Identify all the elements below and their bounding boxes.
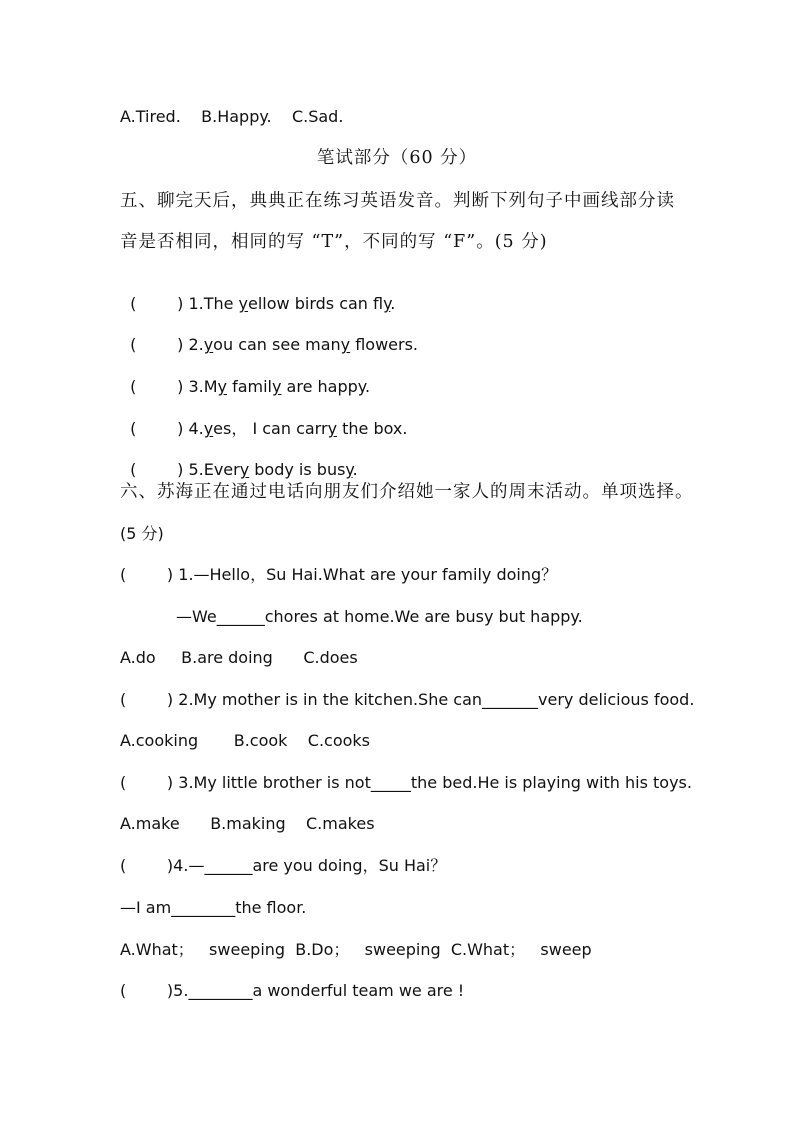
section6-q1-options: A.do B.are doing C.does <box>120 648 358 667</box>
section6-q4-options: A.What； sweeping B.Do； sweeping C.What； sweep <box>120 940 592 959</box>
underlined-letter: y <box>271 377 282 396</box>
section5-heading-line1: 五、聊完天后，典典正在练习英语发音。判断下列句子中画线部分读 <box>120 191 675 211</box>
section5-item-4: ( ) 4.yes， I can carry the box. <box>130 419 408 438</box>
underlined-letter: y <box>327 419 338 438</box>
underlined-letter: y <box>239 460 250 479</box>
underlined-letter: y <box>217 377 227 396</box>
section6-q1: ( ) 1.—Hello，Su Hai.What are your family doing？ <box>120 565 558 584</box>
underlined-letter: y <box>238 294 249 313</box>
answer-blank[interactable]: ( ) <box>130 460 189 479</box>
previous-question-options: A.Tired. B.Happy. C.Sad. <box>120 107 344 126</box>
section6-q5: ( )5.________a wonderful team we are ! <box>120 981 465 1000</box>
section6-heading-line1: 六、苏海正在通过电话向朋友们介绍她一家人的周末活动。单项选择。 <box>120 482 694 502</box>
section6-q2-options: A.cooking B.cook C.cooks <box>120 731 371 750</box>
section6-q4: ( )4.—______are you doing，Su Hai？ <box>120 856 447 875</box>
section5-item-2: ( ) 2.you can see many flowers. <box>130 335 419 354</box>
section5-item-1: ( ) 1.The yellow birds can fly. <box>130 294 396 313</box>
underlined-letter: y <box>345 460 353 479</box>
section6-heading-line2: (5 分) <box>120 524 164 543</box>
answer-blank[interactable]: ( ) <box>130 377 189 396</box>
section6-q2: ( ) 2.My mother is in the kitchen.She can_______very delicious food. <box>120 690 695 709</box>
underlined-letter: y <box>203 419 214 438</box>
section6-q4-response: —I am________the floor. <box>120 898 307 917</box>
section5-heading-line2: 音是否相同，相同的写 “T”，不同的写 “F”。(5 分) <box>120 232 548 252</box>
underlined-letter: y <box>203 335 214 354</box>
section6-q3: ( ) 3.My little brother is not_____the bed.He is playing with his toys. <box>120 773 692 792</box>
answer-blank[interactable]: ( ) <box>130 335 189 354</box>
answer-blank[interactable]: ( ) <box>130 419 189 438</box>
underlined-letter: y <box>340 335 351 354</box>
underlined-letter: y <box>383 294 391 313</box>
section5-item-3: ( ) 3.My family are happy. <box>130 377 371 396</box>
section5-item-5: ( ) 5.Every body is busy. <box>130 460 358 479</box>
written-section-title: 笔试部分（60 分） <box>316 148 478 168</box>
section6-q1-response: —We______chores at home.We are busy but happy. <box>176 607 583 626</box>
answer-blank[interactable]: ( ) <box>130 294 189 313</box>
section6-q3-options: A.make B.making C.makes <box>120 814 375 833</box>
